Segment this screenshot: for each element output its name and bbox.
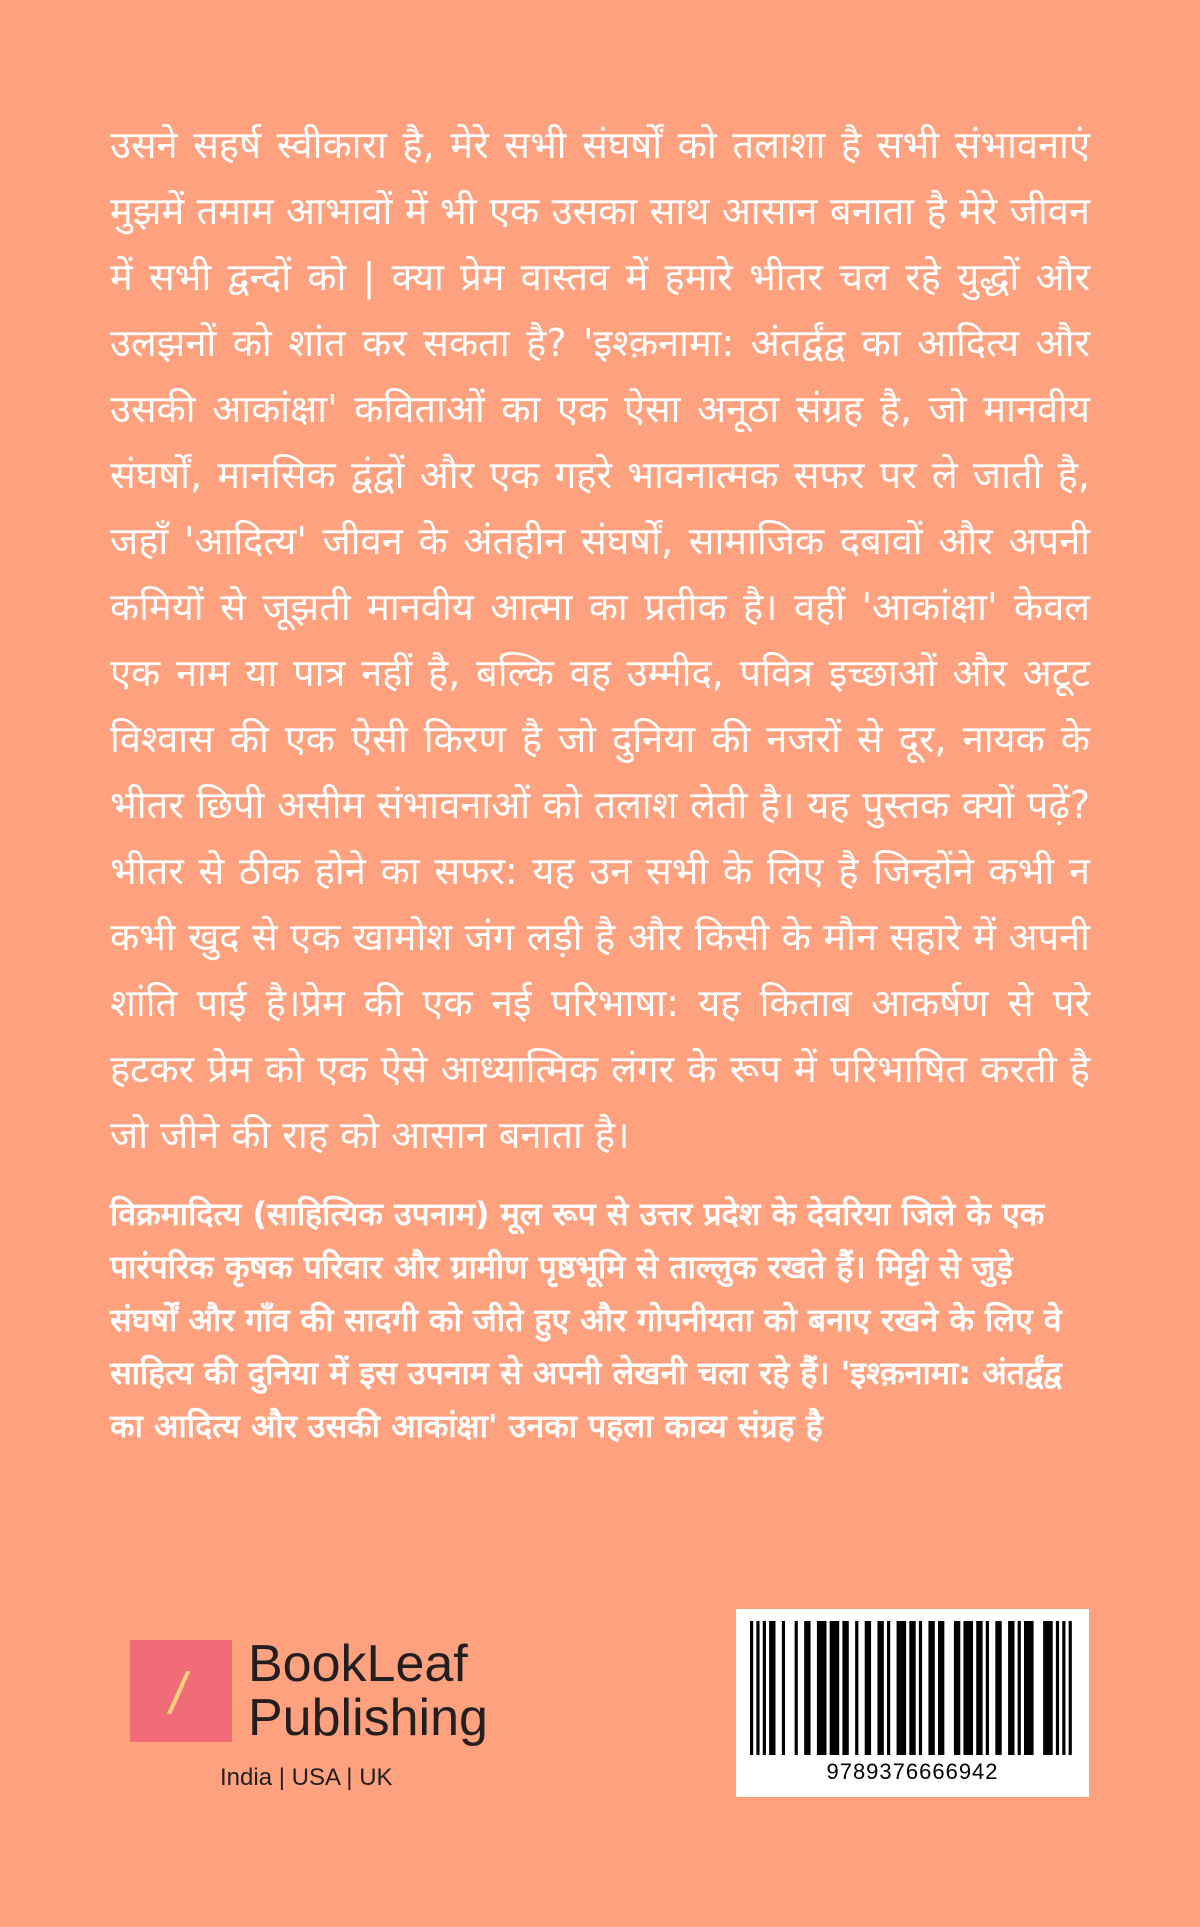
publisher-name-line2: Publishing	[248, 1689, 488, 1747]
barcode-bar	[763, 1621, 766, 1755]
barcode-bar	[855, 1621, 858, 1755]
barcode-bar	[986, 1621, 989, 1755]
barcode-bar	[817, 1621, 827, 1755]
barcode-bar	[782, 1621, 785, 1755]
author-bio: विक्रमादित्य (साहित्यिक उपनाम) मूल रूप से उत्तर प्रदेश के देवरिया जिले के एक पारंपरिक कृषक परिवार और ग्रामीण पृष्ठभूमि से ताल्लुक रखते हैं। मिट्टी से जुड़े संघर्षों और गाँव की सादगी को जीते हुए और गोपनीयता को बनाए रखने के लिए वे साहित्य की दुनिया में इस उपनाम से अपनी लेखनी चला रहे हैं। 'इश्क़नामा: अंतर्द्वंद्व का आदित्य और उसकी आकांक्षा' उनका पहला काव्य संग्रह है	[110, 1195, 1062, 1445]
barcode-icon	[750, 1621, 1075, 1755]
barcode-bar	[842, 1621, 848, 1755]
publisher-regions: India | USA | UK	[220, 1764, 393, 1791]
barcode-bar	[1069, 1621, 1072, 1755]
barcode-bar	[995, 1621, 1001, 1755]
barcode-bar	[919, 1621, 922, 1755]
barcode-bar	[865, 1621, 871, 1755]
leaf-logo-icon	[130, 1640, 232, 1742]
back-cover-blurb: उसने सहर्ष स्वीकारा है, मेरे सभी संघर्षों को तलाशा है सभी संभावनाएं मुझमें तमाम आभावों में भी एक उसका साथ आसान बनाता है मेरे जीवन में सभी द्वन्दों को | क्या प्रेम वास्तव में हमारे भीतर चल रहे युद्धों और उलझनों को शांत कर सकता है? 'इश्क़नामा: अंतर्द्वंद्व का आदित्य और उसकी आकांक्षा' कविताओं का एक ऐसा अनूठा संग्रह है, जो मानवीय संघर्षों, मानसिक द्वंद्वों और एक गहरे भावनात्मक सफर पर ले जाती है, जहाँ 'आदित्य' जीवन के अंतहीन संघर्षों, सामाजिक दबावों और अपनी कमियों से जूझती मानवीय आत्मा का प्रतीक है। वहीं 'आकांक्षा' केवल एक नाम या पात्र नहीं है, बल्कि वह उम्मीद, पवित्र इच्छाओं और अटूट विश्वास की एक ऐसी किरण है जो दुनिया की नजरों से दूर, नायक के भीतर छिपी असीम संभावनाओं को तलाश लेती है। यह पुस्तक क्यों पढ़ें?भीतर से ठीक होने का सफर: यह उन सभी के लिए है जिन्होंने कभी न कभी खुद से एक खामोश जंग लड़ी है और किसी के मौन सहारे में अपनी शांति पाई है।प्रेम की एक नई परिभाषा: यह किताब आकर्षण से परे हटकर प्रेम को एक ऐसे आध्यात्मिक लंगर के रूप में परिभाषित करती है जो जीने की राह को आसान बनाता है।	[110, 123, 1090, 1157]
barcode-bar	[1056, 1621, 1059, 1755]
publisher-logo	[130, 1635, 510, 1791]
isbn-barcode	[736, 1609, 1089, 1797]
logo-slash-glyph: /	[165, 1662, 192, 1722]
barcode-bar	[897, 1621, 907, 1755]
barcode-bar	[976, 1621, 982, 1755]
barcode-bar	[963, 1621, 973, 1755]
barcode-bar	[769, 1621, 775, 1755]
barcode-bar	[909, 1621, 915, 1755]
isbn-number: 9789376666942	[826, 1759, 999, 1784]
barcode-bar	[877, 1621, 883, 1755]
barcode-bar	[887, 1621, 890, 1755]
barcode-bar	[1024, 1621, 1034, 1755]
barcode-bar	[750, 1621, 753, 1755]
barcode-bar	[1043, 1621, 1053, 1755]
barcode-bar	[795, 1621, 798, 1755]
barcode-bar	[830, 1621, 840, 1755]
barcode-bar	[1062, 1621, 1065, 1755]
barcode-bar	[954, 1621, 960, 1755]
barcode-bar	[756, 1621, 759, 1755]
barcode-bar	[938, 1621, 944, 1755]
barcode-bar	[1008, 1621, 1014, 1755]
barcode-bar	[1018, 1621, 1021, 1755]
publisher-name-line1: BookLeaf	[248, 1635, 468, 1693]
barcode-bar	[804, 1621, 810, 1755]
barcode-bar	[928, 1621, 934, 1755]
